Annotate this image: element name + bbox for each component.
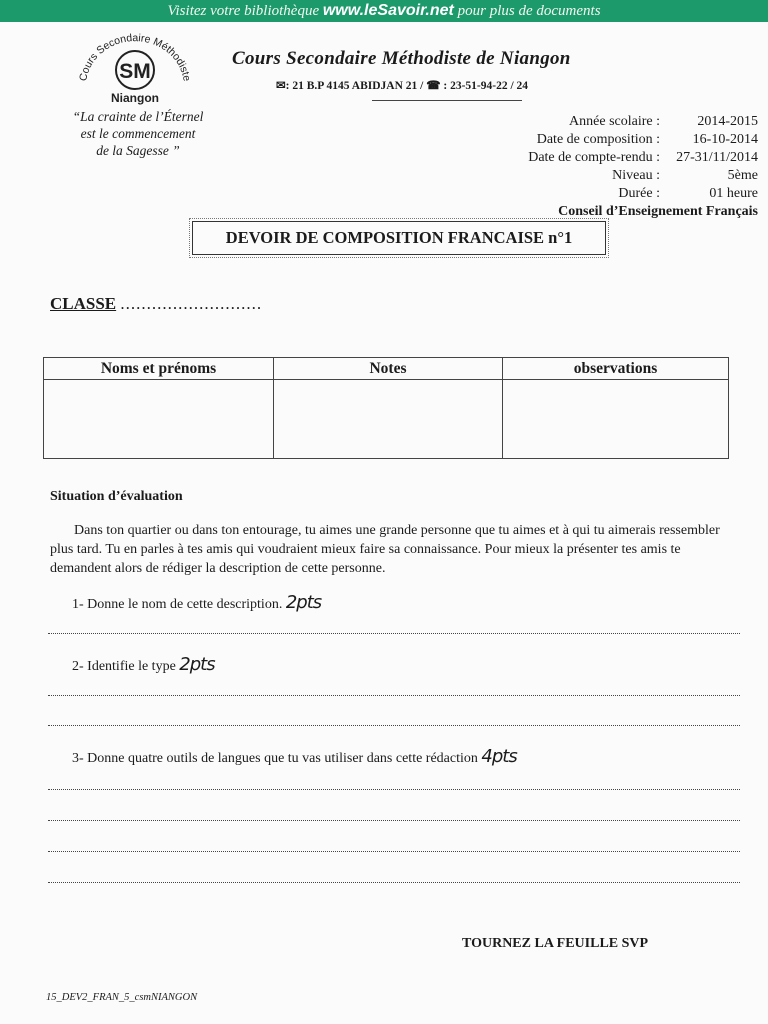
motto-line-1: “La crainte de l’Éternel [72,109,204,124]
answer-line[interactable] [48,850,740,852]
composition-value: 16-10-2014 [692,132,758,147]
student-table [43,357,729,459]
motto [48,108,228,159]
motto-line-3: de la Sagesse ” [96,143,180,158]
question-1-points: 2pts [285,592,322,613]
question-3 [72,746,517,767]
banner-site-link[interactable]: www.leSavoir.net [322,2,454,19]
question-2-points: 2pts [179,654,215,675]
school-name: Cours Secondaire Méthodiste de Niangon [232,48,571,69]
answer-line[interactable] [48,724,740,726]
exam-title: DEVOIR DE COMPOSITION FRANCAISE n°1 [192,221,606,255]
header-notes: Notes [274,358,503,380]
question-3-points: 4pts [481,746,517,767]
annee-value: 2014-2015 [697,114,758,129]
logo-letters: SM [119,60,151,83]
composition-label: Date de composition : [536,132,660,147]
cell-notes[interactable] [274,380,503,459]
top-banner [0,0,768,22]
niveau-label: Niveau : [612,168,660,183]
conseil: Conseil d’Enseignement Français [558,204,758,219]
answer-line[interactable] [48,694,740,696]
exam-info [488,113,758,221]
school-logo [76,28,194,108]
duree-label: Durée : [618,186,660,201]
cell-noms[interactable] [44,380,274,459]
compte-rendu-value: 27-31/11/2014 [676,150,758,165]
question-1 [72,592,321,613]
address-underline [372,100,522,101]
footer-code: 15_DEV2_FRAN_5_csmNIANGON [46,992,198,1003]
situation-title: Situation d’évaluation [50,489,183,504]
logo-arc-text: Cours Secondaire Méthodiste [77,32,193,83]
question-3-text: 3- Donne quatre outils de langues que tu vas utiliser dans cette rédaction [72,751,478,766]
niveau-value: 5ème [727,168,758,183]
classe-field[interactable] [50,294,262,314]
banner-prefix: Visitez votre bibliothèque [167,3,320,19]
duree-value: 01 heure [709,186,758,201]
logo-place: Niangon [111,91,159,105]
school-address: ✉: 21 B.P 4145 ABIDJAN 21 / ☎ : 23-51-94-22 / 24 [276,80,529,92]
cell-observations[interactable] [503,380,729,459]
turn-page-note: TOURNEZ LA FEUILLE SVP [462,936,649,951]
annee-label: Année scolaire : [569,114,660,129]
banner-suffix: pour plus de documents [457,3,601,19]
classe-dots: ........................... [120,294,263,313]
answer-line[interactable] [48,819,740,821]
compte-rendu-label: Date de compte-rendu : [528,150,660,165]
question-2-text: 2- Identifie le type [72,659,176,674]
header-noms: Noms et prénoms [44,358,274,380]
header-observations: observations [503,358,729,380]
answer-line[interactable] [48,632,740,634]
classe-label: CLASSE [50,294,117,313]
motto-line-2: est le commencement [80,126,196,141]
answer-line[interactable] [48,788,740,790]
question-2 [72,654,215,675]
answer-line[interactable] [48,881,740,883]
situation-text: Dans ton quartier ou dans ton entourage, tu aimes une grande personne que tu aimes et à qui tu aimerais ressembler plus tard. Tu en parles à tes amis qui voudraient mieux faire sa connaissance. Pour mieux la présenter tes amis te demandent alors de rédiger la description de cette personne. [50,523,720,576]
question-1-text: 1- Donne le nom de cette description. [72,597,283,612]
